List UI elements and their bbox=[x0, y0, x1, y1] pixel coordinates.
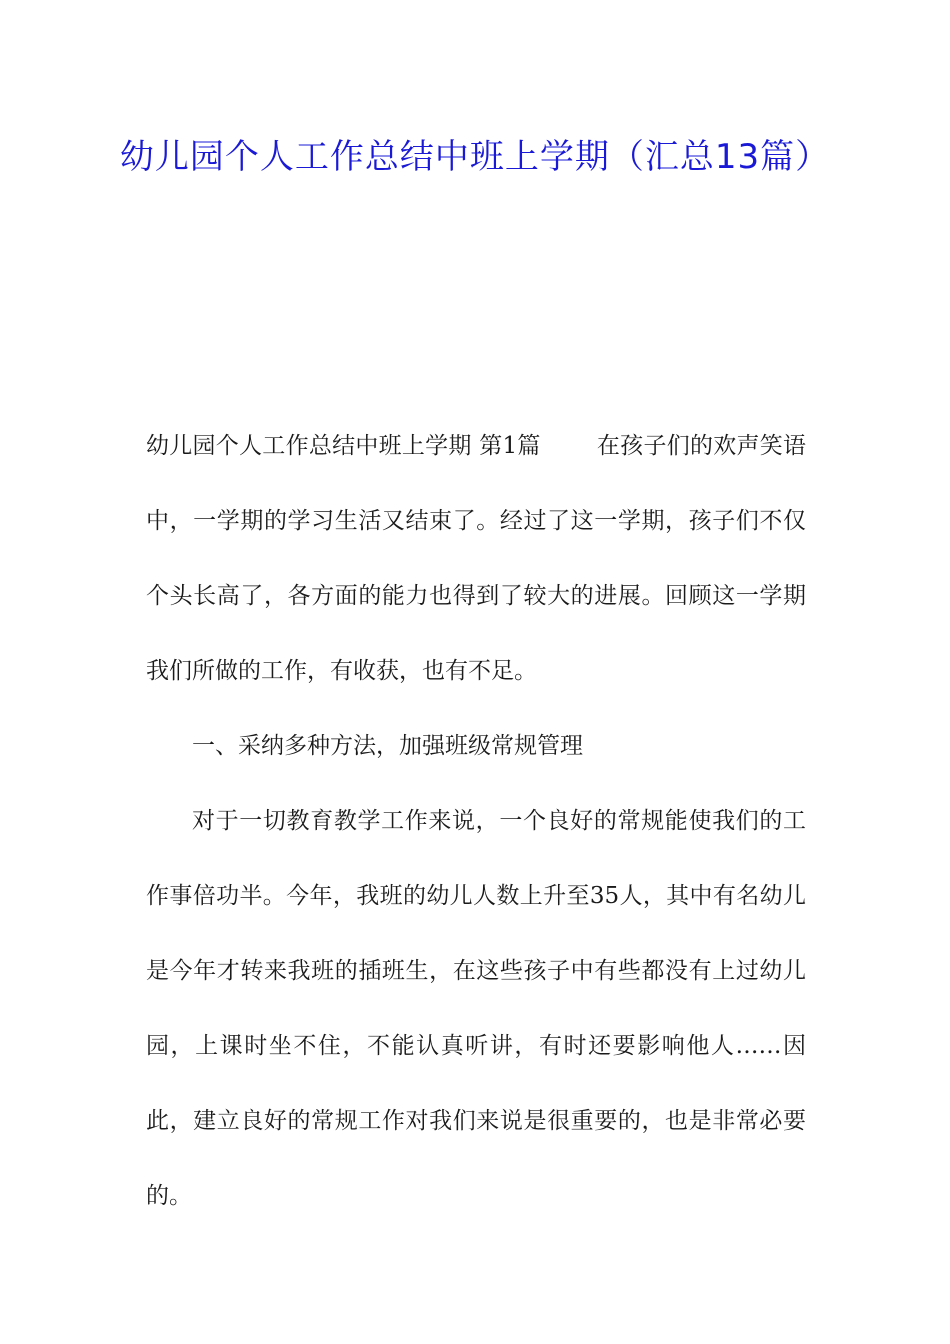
paragraph-1: 对于一切教育教学工作来说，一个良好的常规能使我们的工作事倍功半。今年，我班的幼儿人数上升至35人，其中有名幼儿是今年才转来我班的插班生，在这些孩子中有些都没有上过幼儿园，上课时坐不住，不能认真听讲，有时还要影响他人……因此，建立良好的常规工作对我们来说是很重要的，也是非常必要的。 bbox=[146, 808, 806, 1209]
intro-text: 在孩子们的欢声笑语中，一学期的学习生活又结束了。经过了这一学期，孩子们不仅个头长高了，各方面的能力也得到了较大的进展。回顾这一学期我们所做的工作，有收获，也有不足。 bbox=[146, 433, 807, 684]
section-heading: 幼儿园个人工作总结中班上学期 第1篇 bbox=[146, 433, 541, 459]
subheading-1: 一、采纳多种方法，加强班级常规管理 bbox=[192, 733, 583, 759]
document-title: 幼儿园个人工作总结中班上学期（汇总13篇） bbox=[119, 137, 831, 177]
intro-paragraph bbox=[146, 409, 806, 709]
document-body bbox=[146, 409, 806, 1234]
